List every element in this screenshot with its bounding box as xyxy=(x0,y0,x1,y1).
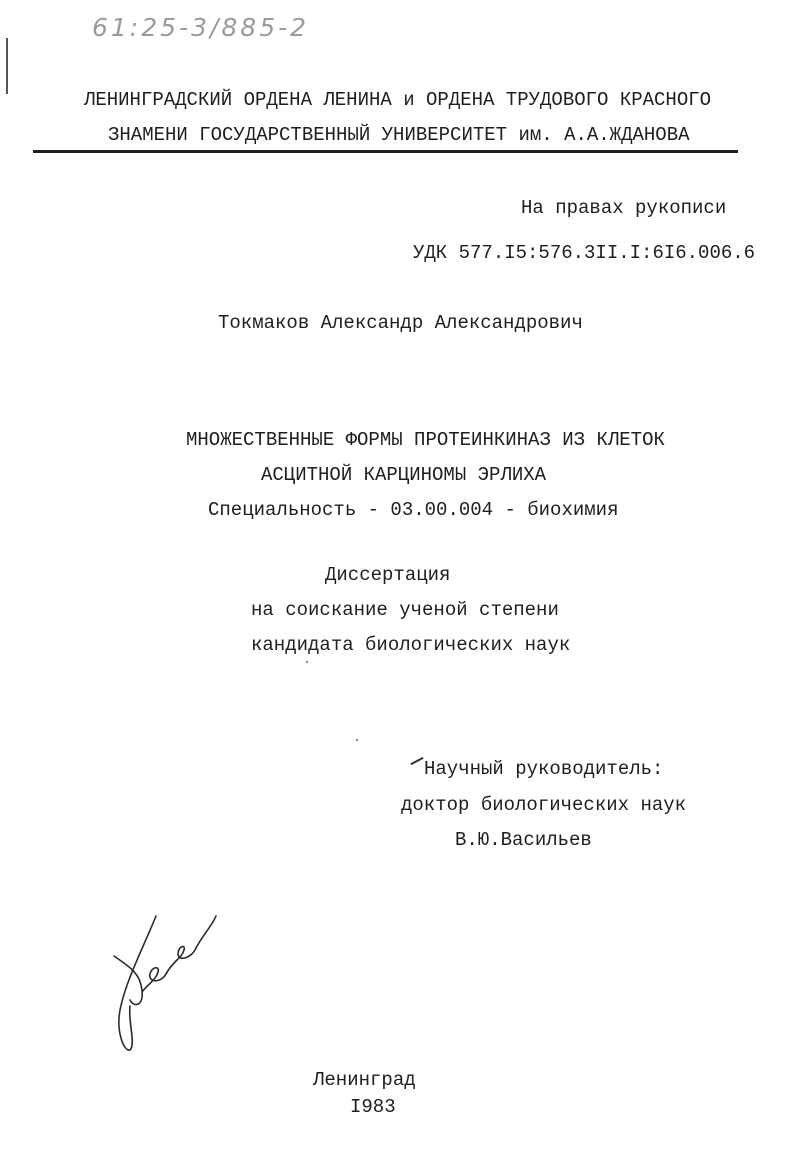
rights-notice: На правах рукописи xyxy=(521,197,727,219)
supervisor-name: В.Ю.Васильев xyxy=(455,829,592,851)
city: Ленинград xyxy=(313,1069,416,1091)
udc-code: УДК 577.I5:576.3II.I:6I6.006.6 xyxy=(413,242,756,264)
margin-mark xyxy=(6,38,8,94)
archive-number: 61:25-3/885-2 xyxy=(92,13,310,42)
speck xyxy=(306,661,308,663)
signature xyxy=(100,910,230,1060)
pen-tick xyxy=(410,757,423,765)
dissertation-label: Диссертация xyxy=(325,564,451,586)
title-line-1: МНОЖЕСТВЕННЫЕ ФОРМЫ ПРОТЕИНКИНАЗ ИЗ КЛЕТОК xyxy=(186,429,665,451)
degree-line-1: на соискание ученой степени xyxy=(251,599,559,621)
institution-line-1: ЛЕНИНГРАДСКИЙ ОРДЕНА ЛЕНИНА и ОРДЕНА ТРУДОВОГО КРАСНОГО xyxy=(83,89,712,111)
supervisor-degree: доктор биологических наук xyxy=(401,794,687,816)
specialty: Специальность - 03.00.004 - биохимия xyxy=(208,499,619,521)
institution-line-2: ЗНАМЕНИ ГОСУДАРСТВЕННЫЙ УНИВЕРСИТЕТ им. А.А.ЖДАНОВА xyxy=(108,124,690,146)
title-line-2: АСЦИТНОЙ КАРЦИНОМЫ ЭРЛИХА xyxy=(261,464,547,486)
author-name: Токмаков Александр Александрович xyxy=(218,312,583,334)
speck xyxy=(356,739,358,741)
degree-line-2: кандидата биологических наук xyxy=(251,634,571,656)
supervisor-label: Научный руководитель: xyxy=(424,758,664,780)
year: I983 xyxy=(350,1096,396,1118)
header-divider xyxy=(33,150,738,153)
